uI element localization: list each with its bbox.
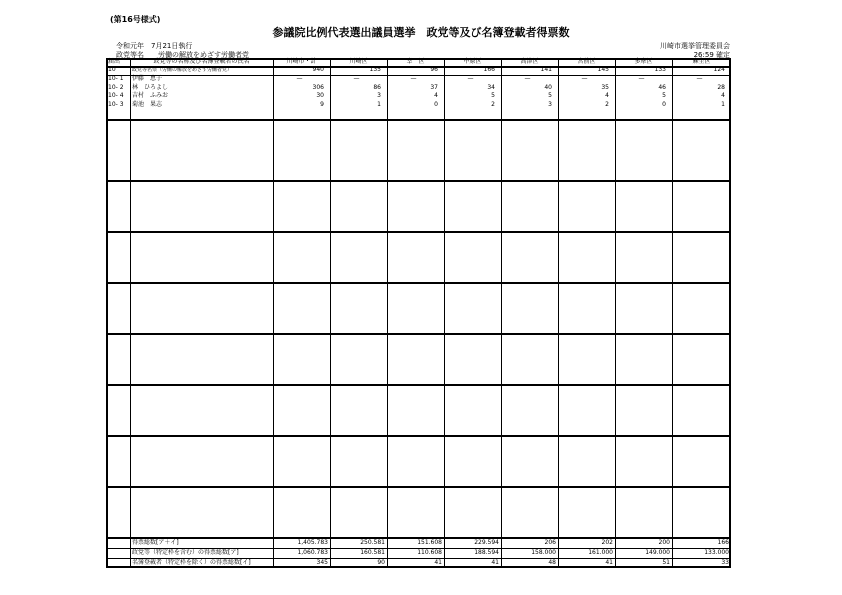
row-code: 10- 2: [108, 83, 124, 91]
total-value: 1,405.783: [297, 539, 328, 546]
row-value: 2: [605, 100, 609, 108]
row-value: 124: [713, 66, 725, 73]
column-header-district: 宮前区: [577, 58, 596, 65]
total-value: 48: [548, 559, 556, 566]
total-value: 41: [605, 559, 613, 566]
row-name: 伊藤 恵子: [132, 75, 163, 82]
row-value: —: [581, 75, 588, 82]
total-value: 149.000: [645, 549, 670, 556]
column-header-district: 中原区: [463, 58, 482, 65]
total-value: 345: [316, 559, 328, 566]
column-header-code: 届出: [108, 58, 121, 65]
total-value: 133.000: [704, 549, 729, 556]
status-time: 26:59 確定: [693, 51, 730, 59]
column-header-district: 麻生区: [692, 58, 711, 65]
row-value: 96: [430, 66, 438, 73]
total-value: 158.000: [531, 549, 556, 556]
row-value: 34: [487, 83, 495, 91]
column-divider: [387, 58, 388, 568]
column-header-district: 高津区: [520, 58, 539, 65]
row-value: —: [410, 75, 417, 82]
row-value: 40: [544, 83, 552, 91]
total-value: 110.608: [417, 549, 442, 556]
row-value: 1: [377, 100, 381, 108]
row-value: —: [696, 75, 703, 82]
total-value: 160.581: [360, 549, 385, 556]
row-value: 145: [597, 66, 609, 73]
column-divider: [672, 58, 673, 568]
row-value: 940: [312, 66, 324, 73]
column-header-district: 幸 区: [406, 58, 425, 65]
total-value: 151.608: [417, 539, 442, 546]
column-header-name: 政党等の名称及び名簿登載者の氏名: [153, 58, 250, 65]
row-value: —: [353, 75, 360, 82]
column-divider: [330, 58, 331, 568]
row-name: 吉村 ふみお: [132, 92, 169, 99]
row-value: —: [296, 75, 303, 82]
document-title: 参議院比例代表選出議員選挙 政党等及び名簿登載者得票数: [272, 26, 570, 39]
total-value: 1,060.783: [297, 549, 328, 556]
row-divider: [106, 435, 731, 437]
total-value: 33: [721, 559, 729, 566]
row-divider: [106, 119, 731, 121]
row-value: 28: [717, 83, 725, 91]
committee-name: 川崎市選挙管理委員会: [660, 42, 730, 50]
column-header-district: 多摩区: [634, 58, 653, 65]
row-divider: [106, 180, 731, 182]
total-value: 166: [717, 539, 729, 546]
row-value: 35: [601, 83, 609, 91]
total-label: 政党等（特定枠を含む）の得票総数[ア]: [132, 549, 239, 556]
row-code: 10- 3: [108, 100, 124, 108]
total-value: 90: [377, 559, 385, 566]
column-divider: [444, 58, 445, 568]
total-value: 202: [601, 539, 613, 546]
column-divider: [273, 58, 274, 568]
form-number: (第16号様式): [110, 15, 161, 24]
row-value: 4: [605, 92, 609, 99]
row-value: 133: [654, 66, 666, 73]
total-value: 200: [658, 539, 670, 546]
column-divider: [615, 58, 616, 568]
election-date: 令和元年 7月21日執行: [116, 42, 193, 50]
row-name: 菊池 果志: [132, 100, 163, 108]
row-divider: [106, 282, 731, 284]
row-name: 林 ひろよし: [132, 83, 169, 91]
total-value: 161.000: [588, 549, 613, 556]
total-value: 51: [662, 559, 670, 566]
row-value: 5: [662, 92, 666, 99]
row-code: 10- 4: [108, 92, 124, 99]
total-value: 41: [434, 559, 442, 566]
row-code: 10: [108, 66, 116, 73]
row-value: 46: [658, 83, 666, 91]
row-divider: [106, 231, 731, 233]
column-header-district: 川崎市・計: [286, 58, 317, 65]
row-value: 30: [316, 92, 324, 99]
row-name: 政党等名票（労働の解放をめざす労働者党）: [132, 67, 233, 73]
row-value: 4: [434, 92, 438, 99]
row-divider: [106, 486, 731, 488]
total-value: 229.594: [474, 539, 499, 546]
column-divider: [558, 58, 559, 568]
row-value: 0: [434, 100, 438, 108]
row-value: 9: [320, 100, 324, 108]
total-value: 188.594: [474, 549, 499, 556]
row-value: 37: [430, 83, 438, 91]
row-value: 3: [377, 92, 381, 99]
row-value: 306: [312, 83, 324, 91]
total-value: 250.581: [360, 539, 385, 546]
row-value: 135: [369, 66, 381, 73]
total-value: 206: [544, 539, 556, 546]
row-divider: [106, 384, 731, 386]
row-value: 141: [540, 66, 552, 73]
party-name: 政党等名 労働の解放をめざす労働者党: [116, 51, 249, 59]
row-value: 3: [548, 100, 552, 108]
row-divider: [106, 333, 731, 335]
row-value: 1: [721, 100, 725, 108]
row-value: —: [524, 75, 531, 82]
column-divider: [501, 58, 502, 568]
row-code: 10- 1: [108, 75, 124, 82]
row-value: 166: [483, 66, 495, 73]
total-label: 名簿登載者（特定枠を除く）の得票総数[イ]: [132, 559, 251, 566]
column-header-district: 川崎区: [349, 58, 368, 65]
row-value: 5: [491, 92, 495, 99]
total-label: 得票総数[ア＋イ]: [132, 539, 179, 546]
row-value: —: [638, 75, 645, 82]
row-value: 4: [721, 92, 725, 99]
total-value: 41: [491, 559, 499, 566]
row-value: 2: [491, 100, 495, 108]
table-frame: [106, 58, 731, 568]
vote-table: [106, 58, 731, 568]
column-divider: [130, 58, 131, 568]
row-value: 0: [662, 100, 666, 108]
row-value: —: [467, 75, 474, 82]
row-value: 86: [373, 83, 381, 91]
row-value: 5: [548, 92, 552, 99]
